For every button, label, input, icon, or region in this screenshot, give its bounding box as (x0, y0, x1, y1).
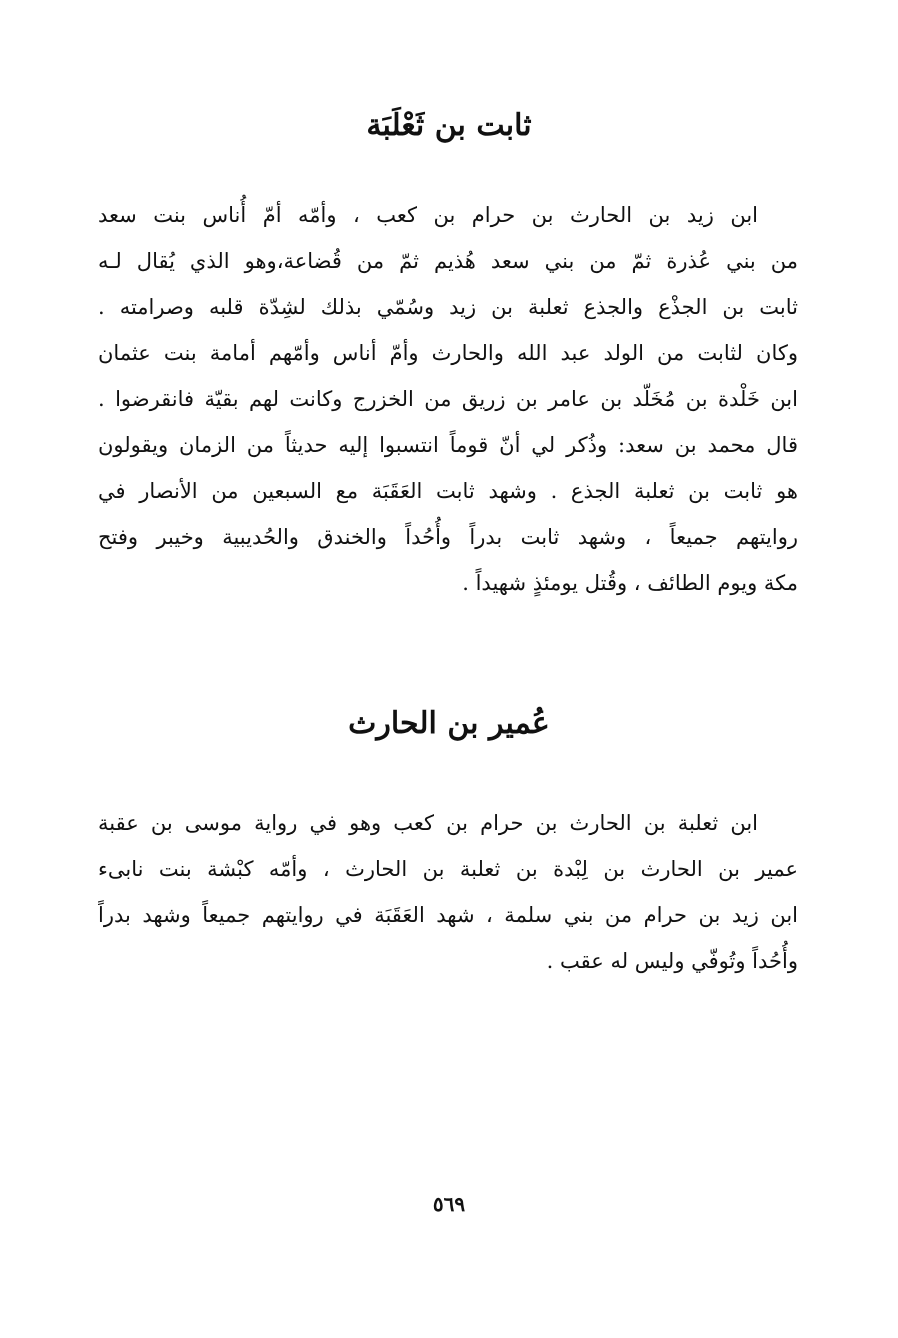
text-line: وأُحُداً وتُوفّي وليس له عقب . (546, 949, 798, 973)
text-line: ابن خَلْدة بن مُخَلّد بن عامر بن زريق من الخزرج وكانت لهم بقيّة فانقرضوا . (98, 387, 798, 411)
text-line: مكة ويوم الطائف ، وقُتل يومئذٍ شهيداً . (462, 571, 798, 595)
page-number: ٥٦٩ (432, 1192, 466, 1216)
text-line: هو ثابت بن ثعلبة الجذع . وشهد ثابت العَقَبَة مع السبعين من الأنصار في (98, 479, 798, 503)
text-line: ابن زيد بن الحارث بن حرام بن كعب ، وأمّه أمّ أُناس بنت سعد (98, 203, 758, 227)
entry-body-thabit (98, 192, 798, 606)
text-line: ابن زيد بن حرام من بني سلمة ، شهد العَقَبَة في روايتهم جميعاً وشهد بدراً (98, 903, 798, 927)
text-line: قال محمد بن سعد: وذُكر لي أنّ قوماً انتسبوا إليه حديثاً من الزمان ويقولون (98, 433, 798, 457)
entry-body-umair (98, 800, 798, 984)
text-line: من بني عُذرة ثمّ من بني سعد هُذيم ثمّ من قُضاعة،وهو الذي يُقال لـه (98, 249, 798, 273)
entry-title-thabit: ثابت بن ثَعْلَبَة (366, 108, 532, 143)
entry-title-umair: عُمير بن الحارث (348, 706, 550, 741)
text-line: روايتهم جميعاً ، وشهد ثابت بدراً وأُحُداً والخندق والحُديبية وخيبر وفتح (98, 525, 798, 549)
text-line: ابن ثعلبة بن الحارث بن حرام بن كعب وهو في رواية موسى بن عقبة (98, 811, 758, 835)
text-line: ثابت بن الجذْع والجذع ثعلبة بن زيد وسُمّي بذلك لشِدّة قلبه وصرامته . (98, 295, 798, 319)
text-line: عمير بن الحارث بن لِبْدة بن ثعلبة بن الحارث ، وأمّه كبْشة بنت نابىء (98, 857, 798, 881)
text-line: وكان لثابت من الولد عبد الله والحارث وأمّ أناس وأمّهم أمامة بنت عثمان (98, 341, 798, 365)
